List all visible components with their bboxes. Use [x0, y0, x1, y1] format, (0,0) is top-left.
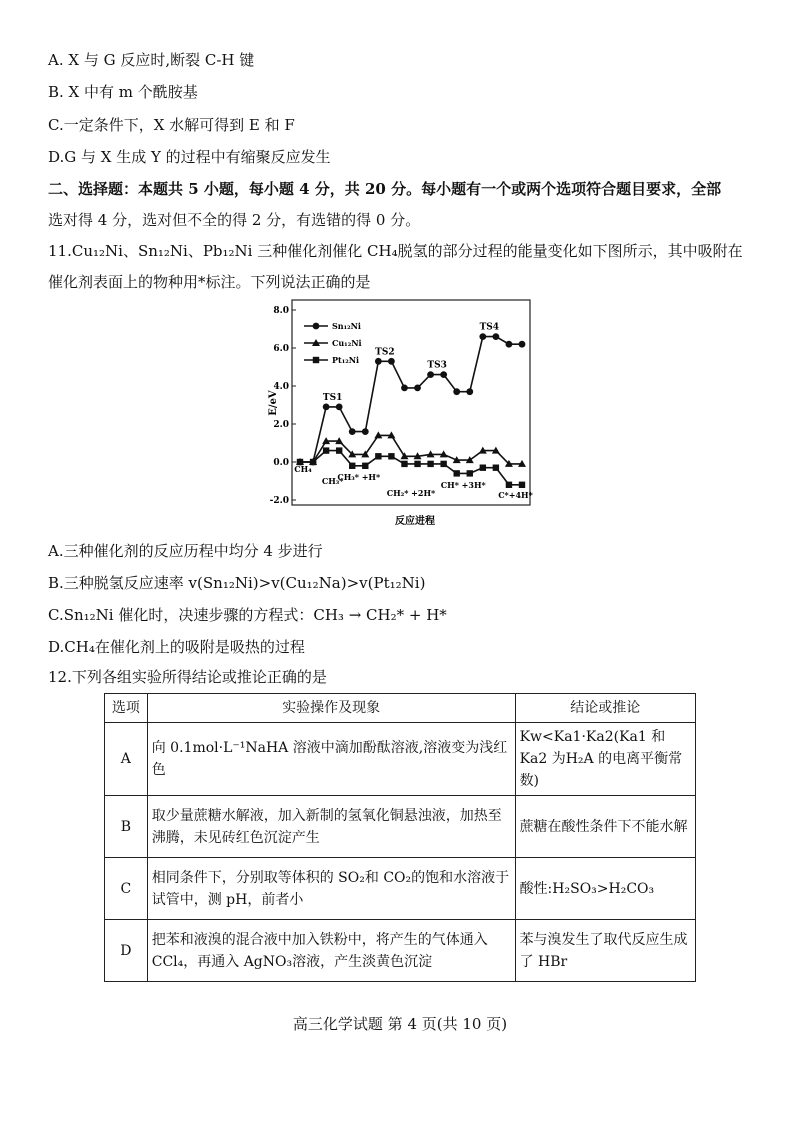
data-point-circle: [362, 428, 369, 435]
y-tick-label: -2.0: [269, 496, 289, 506]
table-row: [105, 920, 696, 982]
data-point-square: [362, 463, 368, 469]
row-operation: 取少量蔗糖水解液，加入新制的氢氧化铜悬浊液，加热至沸腾，未见砖红色沉淀产生: [147, 796, 515, 858]
stage-label: CH₄: [294, 464, 312, 474]
data-point-square: [388, 453, 394, 459]
row-option: A: [105, 723, 148, 796]
row-option: C: [105, 858, 148, 920]
data-point-square: [440, 461, 446, 467]
data-point-circle: [388, 358, 395, 365]
data-point-circle: [323, 404, 330, 411]
table-header-row: [105, 694, 696, 723]
data-point-circle: [466, 388, 473, 395]
y-tick-label: 0.0: [273, 458, 289, 468]
row-operation: 相同条件下，分别取等体积的 SO₂和 CO₂的饱和水溶液于试管中，测 pH，前者小: [147, 858, 515, 920]
y-tick-label: 2.0: [273, 420, 289, 430]
data-point-circle: [336, 404, 343, 411]
q12-table: [104, 693, 696, 982]
data-point-circle: [414, 385, 421, 392]
energy-profile-chart: [270, 298, 560, 534]
section-header-line1: 二、选择题：本题共 5 小题，每小题 4 分，共 20 分。每小题有一个或两个选项符合题目要求，全部: [48, 180, 722, 198]
y-tick-label: 4.0: [273, 382, 289, 392]
data-point-circle: [453, 388, 460, 395]
legend-label: Pt₁₂Ni: [332, 355, 360, 365]
legend-marker: [313, 357, 319, 363]
ts-label: TS1: [322, 392, 343, 403]
legend-marker: [313, 323, 320, 330]
header-operation: 实验操作及现象: [147, 694, 515, 723]
row-conclusion: 酸性:H₂SO₃>H₂CO₃: [515, 858, 695, 920]
prev-option-d: D.G 与 X 生成 Y 的过程中有缩聚反应发生: [48, 148, 331, 166]
y-axis-label: E/eV: [268, 390, 279, 416]
data-point-square: [506, 482, 512, 488]
data-point-circle: [479, 333, 486, 340]
data-point-circle: [440, 371, 447, 378]
stage-label: C*+4H*: [498, 490, 533, 500]
q12-stem: 12.下列各组实验所得结论或推论正确的是: [48, 668, 327, 686]
series-line: [300, 435, 522, 464]
row-conclusion: 蔗糖在酸性条件下不能水解: [515, 796, 695, 858]
prev-option-c: C.一定条件下，X 水解可得到 E 和 F: [48, 116, 295, 134]
stage-label: CH₃* +H*: [337, 472, 381, 482]
q11-option-a: A.三种催化剂的反应历程中均分 4 步进行: [48, 542, 323, 560]
data-point-square: [480, 465, 486, 471]
section-header-line2: 选对得 4 分，选对但不全的得 2 分，有选错的得 0 分。: [48, 211, 421, 229]
data-point-square: [375, 453, 381, 459]
data-point-circle: [427, 371, 434, 378]
data-point-circle: [492, 333, 499, 340]
series-layer: [296, 333, 526, 488]
ts-label: TS4: [479, 322, 500, 333]
table-row: [105, 723, 696, 796]
q11-option-b: B.三种脱氢反应速率 v(Sn₁₂Ni)>v(Cu₁₂Na)>v(Pt₁₂Ni): [48, 574, 426, 592]
data-point-square: [323, 447, 329, 453]
stage-label: CH₃*: [321, 476, 344, 486]
row-conclusion: Kw<Ka1·Ka2(Ka1 和 Ka2 为H₂A 的电离平衡常数): [515, 723, 695, 796]
stage-label: CH* +3H*: [440, 480, 486, 490]
data-point-square: [519, 482, 525, 488]
data-point-square: [493, 465, 499, 471]
data-point-circle: [519, 341, 526, 348]
row-operation: 向 0.1mol·L⁻¹NaHA 溶液中滴加酚酞溶液,溶液变为浅红色: [147, 723, 515, 796]
y-tick-label: 6.0: [273, 344, 289, 354]
y-tick-label: 8.0: [273, 306, 289, 316]
q11-stem-line1: 11.Cu₁₂Ni、Sn₁₂Ni、Pb₁₂Ni 三种催化剂催化 CH₄脱氢的部分过程的能量变化如下图所示，其中吸附在: [48, 242, 743, 260]
q11-stem-line2: 催化剂表面上的物种用*标注。下列说法正确的是: [48, 273, 371, 291]
data-point-square: [467, 470, 473, 476]
data-point-square: [427, 461, 433, 467]
x-axis-label: 反应进程: [395, 516, 435, 527]
row-operation: 把苯和液溴的混合液中加入铁粉中，将产生的气体通入 CCl₄，再通入 AgNO₃溶液，产生淡黄色沉淀: [147, 920, 515, 982]
data-point-circle: [506, 341, 513, 348]
legend-label: Sn₁₂Ni: [332, 321, 361, 331]
header-conclusion: 结论或推论: [515, 694, 695, 723]
ts-label: TS3: [427, 360, 447, 371]
data-point-circle: [349, 428, 356, 435]
data-point-square: [454, 470, 460, 476]
page-footer: 高三化学试题 第 4 页(共 10 页): [292, 1015, 508, 1033]
row-option: D: [105, 920, 148, 982]
q11-option-c: C.Sn₁₂Ni 催化时，决速步骤的方程式：CH₃ → CH₂* + H*: [48, 606, 447, 624]
legend-label: Cu₁₂Ni: [332, 338, 362, 348]
header-option: 选项: [105, 694, 148, 723]
data-point-square: [401, 461, 407, 467]
data-point-square: [349, 463, 355, 469]
table-row: [105, 796, 696, 858]
data-point-square: [336, 447, 342, 453]
prev-option-b: B. X 中有 m 个酰胺基: [48, 83, 198, 101]
row-conclusion: 苯与溴发生了取代反应生成了 HBr: [515, 920, 695, 982]
table-row: [105, 858, 696, 920]
q11-option-d: D.CH₄在催化剂上的吸附是吸热的过程: [48, 638, 305, 656]
data-point-circle: [375, 358, 382, 365]
legend: [304, 321, 362, 365]
row-option: B: [105, 796, 148, 858]
stage-label: CH₂* +2H*: [386, 488, 436, 498]
data-point-square: [414, 461, 420, 467]
data-point-circle: [401, 385, 408, 392]
prev-option-a: A. X 与 G 反应时,断裂 C-H 键: [48, 51, 255, 69]
ts-label: TS2: [375, 347, 395, 358]
